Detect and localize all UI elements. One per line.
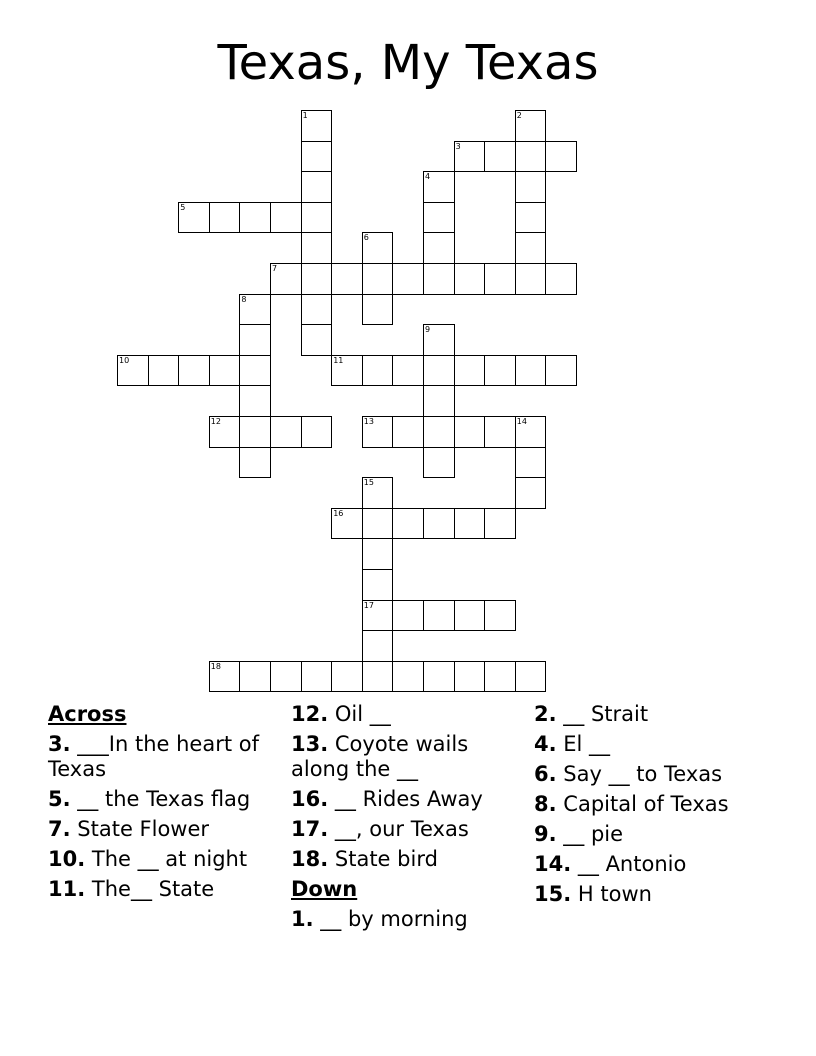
clue-number: 17 xyxy=(363,600,374,610)
grid-cell[interactable] xyxy=(423,447,455,479)
grid-cell[interactable] xyxy=(484,508,516,540)
clue-down-2: 2. __ Strait xyxy=(534,702,649,726)
grid-cell[interactable] xyxy=(484,600,516,632)
grid-cell[interactable] xyxy=(515,661,547,693)
grid-cell[interactable] xyxy=(331,508,363,540)
grid-cell[interactable] xyxy=(545,355,577,387)
clue-across-10: 10. The __ at night xyxy=(48,847,248,871)
grid-cell[interactable] xyxy=(515,202,547,234)
grid-cell[interactable] xyxy=(270,263,302,295)
grid-cell[interactable] xyxy=(454,263,486,295)
grid-cell[interactable] xyxy=(423,202,455,234)
clue-number: 7 xyxy=(272,264,278,273)
grid-cell[interactable] xyxy=(362,294,394,326)
grid-cell[interactable] xyxy=(454,355,486,387)
grid-cell[interactable] xyxy=(515,171,547,203)
grid-cell[interactable] xyxy=(362,416,394,448)
grid-cell[interactable] xyxy=(423,263,455,295)
grid-cell[interactable] xyxy=(239,447,271,479)
grid-cell[interactable] xyxy=(362,600,394,632)
grid-cell[interactable] xyxy=(362,569,394,601)
grid-cell[interactable] xyxy=(362,661,394,693)
grid-cell[interactable] xyxy=(515,355,547,387)
clue-across-18: 18. State bird xyxy=(291,847,438,871)
grid-cell[interactable] xyxy=(239,202,271,234)
grid-cell[interactable] xyxy=(423,661,455,693)
grid-cell[interactable] xyxy=(301,141,333,173)
clue-down-14: 14. __ Antonio xyxy=(534,852,687,876)
grid-cell[interactable] xyxy=(362,477,394,509)
grid-cell[interactable] xyxy=(362,263,394,295)
grid-cell[interactable] xyxy=(362,355,394,387)
clue-down-8: 8. Capital of Texas xyxy=(534,792,729,816)
grid-cell[interactable] xyxy=(454,661,486,693)
clue-across-13: 13. Coyote wails along the __ xyxy=(291,732,469,781)
clue-number: 16 xyxy=(333,508,344,518)
clue-across-5: 5. __ the Texas flag xyxy=(48,787,251,811)
grid-cell[interactable] xyxy=(178,355,210,387)
grid-cell[interactable] xyxy=(209,416,241,448)
grid-cell[interactable] xyxy=(331,661,363,693)
clue-down-15: 15. H town xyxy=(534,882,652,906)
clue-down-9: 9. __ pie xyxy=(534,822,624,846)
grid-cell[interactable] xyxy=(331,263,363,295)
grid-cell[interactable] xyxy=(239,385,271,417)
clue-number: 15 xyxy=(363,478,374,488)
grid-cell[interactable] xyxy=(239,661,271,693)
clue-number: 6 xyxy=(363,233,369,243)
grid-cell[interactable] xyxy=(239,294,271,326)
clue-across-3: 3. ___In the heart of Texas xyxy=(48,732,259,781)
grid-cell[interactable] xyxy=(239,416,271,448)
clue-number: 2 xyxy=(516,111,522,120)
grid-cell[interactable] xyxy=(362,232,394,264)
grid-cell[interactable] xyxy=(423,324,455,356)
grid-cell[interactable] xyxy=(301,294,333,326)
clue-number: 5 xyxy=(180,202,186,212)
grid-cell[interactable] xyxy=(301,232,333,264)
grid-cell[interactable] xyxy=(331,355,363,387)
grid-cell[interactable] xyxy=(423,355,455,387)
grid-cell[interactable] xyxy=(239,355,271,387)
grid-cell[interactable] xyxy=(362,538,394,570)
grid-cell[interactable] xyxy=(484,661,516,693)
clue-down-4: 4. El __ xyxy=(534,732,611,756)
grid-cell[interactable] xyxy=(454,508,486,540)
grid-cell[interactable] xyxy=(392,416,424,448)
grid-cell[interactable] xyxy=(515,110,547,142)
clue-column-2 xyxy=(291,702,531,937)
clue-number: 12 xyxy=(210,417,221,426)
clue-number: 8 xyxy=(241,294,247,304)
grid-cell[interactable] xyxy=(239,324,271,356)
down-heading: Down xyxy=(291,877,358,901)
grid-cell[interactable] xyxy=(209,355,241,387)
grid-cell[interactable] xyxy=(178,202,210,234)
grid-cell[interactable] xyxy=(484,355,516,387)
grid-cell[interactable] xyxy=(545,263,577,295)
grid-cell[interactable] xyxy=(392,661,424,693)
grid-cell[interactable] xyxy=(392,263,424,295)
grid-cell[interactable] xyxy=(515,416,547,448)
clue-across-17: 17. __, our Texas xyxy=(291,817,469,841)
grid-cell[interactable] xyxy=(454,141,486,173)
grid-cell[interactable] xyxy=(301,202,333,234)
clue-number: 4 xyxy=(425,172,431,182)
grid-cell[interactable] xyxy=(545,141,577,173)
clue-across-12: 12. Oil __ xyxy=(291,702,391,726)
grid-cell[interactable] xyxy=(301,416,333,448)
clue-column-3 xyxy=(534,702,774,912)
clue-number: 1 xyxy=(302,111,308,120)
grid-cell[interactable] xyxy=(301,324,333,356)
across-heading: Across xyxy=(48,702,127,726)
grid-cell[interactable] xyxy=(392,600,424,632)
clue-down-1: 1. __ by morning xyxy=(291,907,468,931)
grid-cell[interactable] xyxy=(515,263,547,295)
grid-cell[interactable] xyxy=(515,447,547,479)
grid-cell[interactable] xyxy=(484,263,516,295)
grid-cell[interactable] xyxy=(270,202,302,234)
grid-cell[interactable] xyxy=(270,661,302,693)
grid-cell[interactable] xyxy=(301,661,333,693)
clue-number: 10 xyxy=(119,355,130,365)
grid-cell[interactable] xyxy=(392,355,424,387)
grid-cell[interactable] xyxy=(117,355,149,387)
grid-cell[interactable] xyxy=(454,600,486,632)
puzzle-title: Texas, My Texas xyxy=(217,35,599,91)
grid-cell[interactable] xyxy=(270,416,302,448)
grid-cell[interactable] xyxy=(423,171,455,203)
clue-down-6: 6. Say __ to Texas xyxy=(534,762,723,786)
grid-cell[interactable] xyxy=(423,508,455,540)
grid-cell[interactable] xyxy=(423,416,455,448)
clue-number: 13 xyxy=(363,417,374,426)
clue-column-1 xyxy=(48,702,288,907)
clue-number: 14 xyxy=(516,417,527,426)
clue-number: 18 xyxy=(210,661,221,671)
grid-cell[interactable] xyxy=(423,232,455,264)
clue-across-16: 16. __ Rides Away xyxy=(291,787,483,811)
grid-cell[interactable] xyxy=(484,416,516,448)
grid-cell[interactable] xyxy=(148,355,180,387)
grid-cell[interactable] xyxy=(209,202,241,234)
clue-across-11: 11. The__ State xyxy=(48,877,215,901)
grid-cell[interactable] xyxy=(301,171,333,203)
grid-cell[interactable] xyxy=(515,232,547,264)
grid-cell[interactable] xyxy=(362,508,394,540)
grid-cell[interactable] xyxy=(301,110,333,142)
grid-cell[interactable] xyxy=(423,600,455,632)
grid-cell[interactable] xyxy=(362,630,394,662)
grid-cell[interactable] xyxy=(301,263,333,295)
grid-cell[interactable] xyxy=(423,385,455,417)
grid-cell[interactable] xyxy=(484,141,516,173)
grid-cell[interactable] xyxy=(515,477,547,509)
grid-cell[interactable] xyxy=(392,508,424,540)
clue-across-7: 7. State Flower xyxy=(48,817,210,841)
grid-cell[interactable] xyxy=(515,141,547,173)
clue-number: 9 xyxy=(425,325,431,335)
grid-cell[interactable] xyxy=(454,416,486,448)
clue-number: 11 xyxy=(333,355,344,365)
clue-number: 3 xyxy=(455,141,461,151)
grid-cell[interactable] xyxy=(209,661,241,693)
